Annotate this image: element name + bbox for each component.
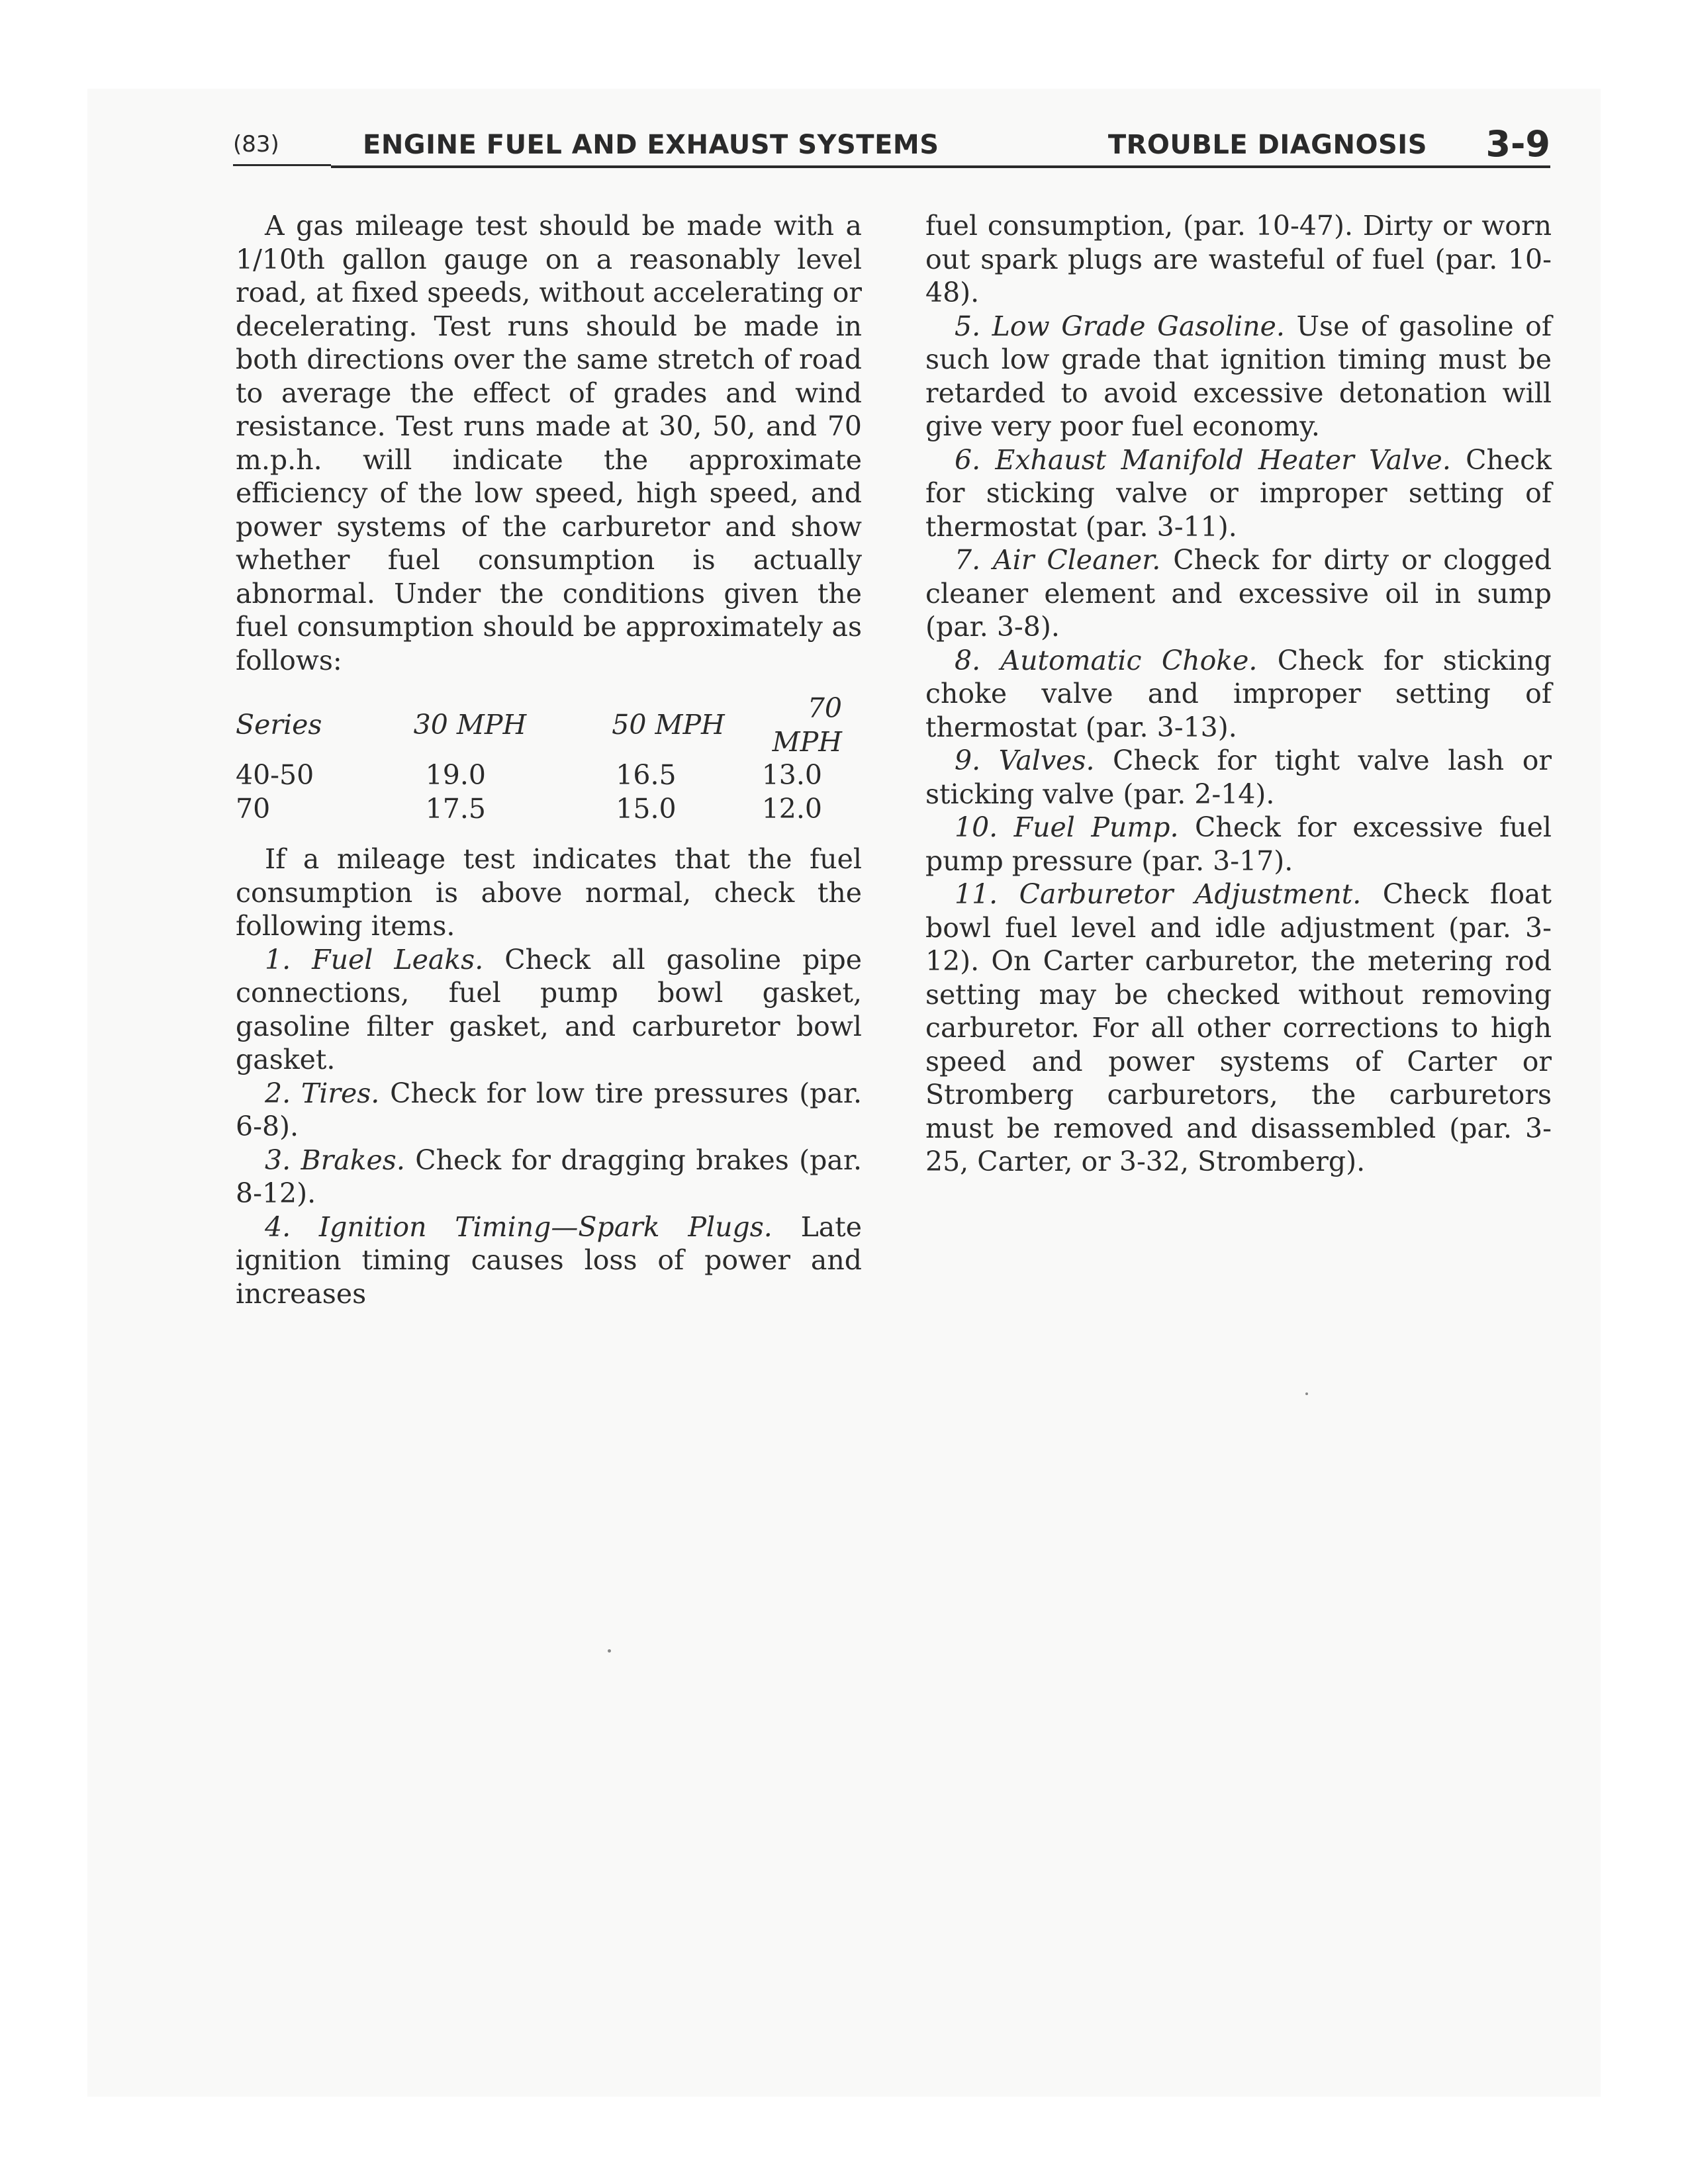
item-5 — [925, 310, 1552, 443]
item-title: 5. Low Grade Gasoline. — [955, 310, 1285, 342]
item-title: 11. Carburetor Adjustment. — [955, 878, 1362, 910]
item-4 — [236, 1210, 862, 1311]
table-cell: 19.0 — [425, 759, 486, 791]
item-1 — [236, 943, 862, 1077]
left-column — [236, 209, 862, 1310]
item-text: Use of gasoline of such low grade that ignition timing must be retarded to avoid excessive detonation will give very poor fuel economy. — [925, 310, 1552, 442]
table-cell: 70 — [236, 792, 271, 825]
item-title: 7. Air Cleaner. — [955, 544, 1161, 576]
item-title: 6. Exhaust Manifold Heater Valve. — [955, 443, 1451, 476]
item-text: Check all gasoline pipe connections, fuel pump bowl gasket, gasoline filter gasket, and carburetor bowl gasket. — [236, 943, 862, 1075]
page-header — [233, 123, 1550, 169]
continuation-paragraph: fuel consumption, (par. 10-47). Dirty or worn out spark plugs are wasteful of fuel (par. 10-48). — [925, 210, 1552, 308]
item-text: Check for low tire pressures (par. 6-8). — [236, 1077, 863, 1142]
table-cell: 13.0 — [761, 759, 822, 791]
right-column — [925, 209, 1552, 1179]
item-text: Late ignition timing causes loss of power and increases — [236, 1210, 862, 1310]
table-row — [236, 792, 842, 826]
item-11 — [925, 878, 1552, 1179]
item-title: 1. Fuel Leaks. — [265, 943, 484, 976]
item-7 — [925, 543, 1552, 644]
item-text: Check for tight valve lash or sticking valve (par. 2-14). — [925, 745, 1552, 810]
item-text: Check for dragging brakes (par. 8-12). — [236, 1144, 862, 1209]
item-10 — [925, 811, 1552, 878]
page-number: (83) — [233, 131, 279, 158]
item-title: 9. Valves. — [955, 745, 1095, 776]
table-header: Series — [236, 709, 322, 741]
item-title: 4. Ignition Timing—Spark Plugs. — [265, 1210, 773, 1243]
item-6 — [925, 443, 1552, 544]
table-cell: 16.5 — [616, 759, 677, 791]
section-number: 3-9 — [1485, 123, 1550, 165]
paper-speck — [1305, 1392, 1308, 1395]
after-table-paragraph: If a mileage test indicates that the fuel consumption is above normal, check the following items. — [236, 843, 862, 942]
mileage-table — [236, 692, 842, 825]
item-text: Check for sticking choke valve and improper setting of thermostat (par. 3-13). — [925, 644, 1552, 743]
item-3 — [236, 1144, 862, 1210]
intro-paragraph: A gas mileage test should be made with a 1/10th gallon gauge on a reasonably level road, at fixed speeds, without accelerating or decelerating. Test runs should be made in both directions over the same stretch of road to average the effect of grades and wind resistance. Test runs made at 30, 50, and 70 m.p.h. will indicate the approximate efficiency of the low speed, high speed, and power systems of the carburetor and show whether fuel consumption is actually abnormal. Under the conditions given the fuel consumption should be approximately as follows: — [236, 210, 862, 676]
item-title: 3. Brakes. — [265, 1144, 405, 1176]
table-header: 70 MPH — [772, 692, 842, 758]
item-8 — [925, 644, 1552, 745]
item-title: 10. Fuel Pump. — [955, 811, 1179, 843]
item-title: 2. Tires. — [265, 1077, 380, 1109]
chapter-title: ENGINE FUEL AND EXHAUST SYSTEMS — [363, 130, 939, 160]
table-cell: 15.0 — [616, 792, 677, 825]
table-header: 30 MPH — [413, 709, 527, 741]
table-cell: 12.0 — [761, 792, 822, 825]
header-rule — [331, 165, 1550, 168]
item-text: Check for dirty or clogged cleaner element and excessive oil in sump (par. 3-8). — [925, 544, 1552, 643]
item-text: Check for excessive fuel pump pressure (par. 3-17). — [925, 811, 1552, 877]
table-header-row — [236, 692, 842, 758]
item-9 — [925, 744, 1552, 811]
page-number-underline — [233, 164, 331, 166]
item-title: 8. Automatic Choke. — [955, 644, 1258, 676]
paper-speck — [608, 1649, 611, 1653]
item-2 — [236, 1077, 862, 1144]
section-title: TROUBLE DIAGNOSIS — [1107, 130, 1427, 160]
item-text: Check for sticking valve or improper setting of thermostat (par. 3-11). — [925, 443, 1552, 543]
table-cell: 40-50 — [236, 759, 314, 791]
table-header: 50 MPH — [612, 709, 725, 741]
table-row — [236, 758, 842, 792]
table-cell: 17.5 — [425, 792, 486, 825]
item-text: Check float bowl fuel level and idle adjustment (par. 3-12). On Carter carburetor, the metering rod setting may be checked without removing carburetor. For all other corrections to high speed and power systems of Carter or Stromberg carburetors, the carburetors must be removed and disassembled (par. 3-25, Carter, or 3-32, Stromberg). — [925, 878, 1552, 1177]
